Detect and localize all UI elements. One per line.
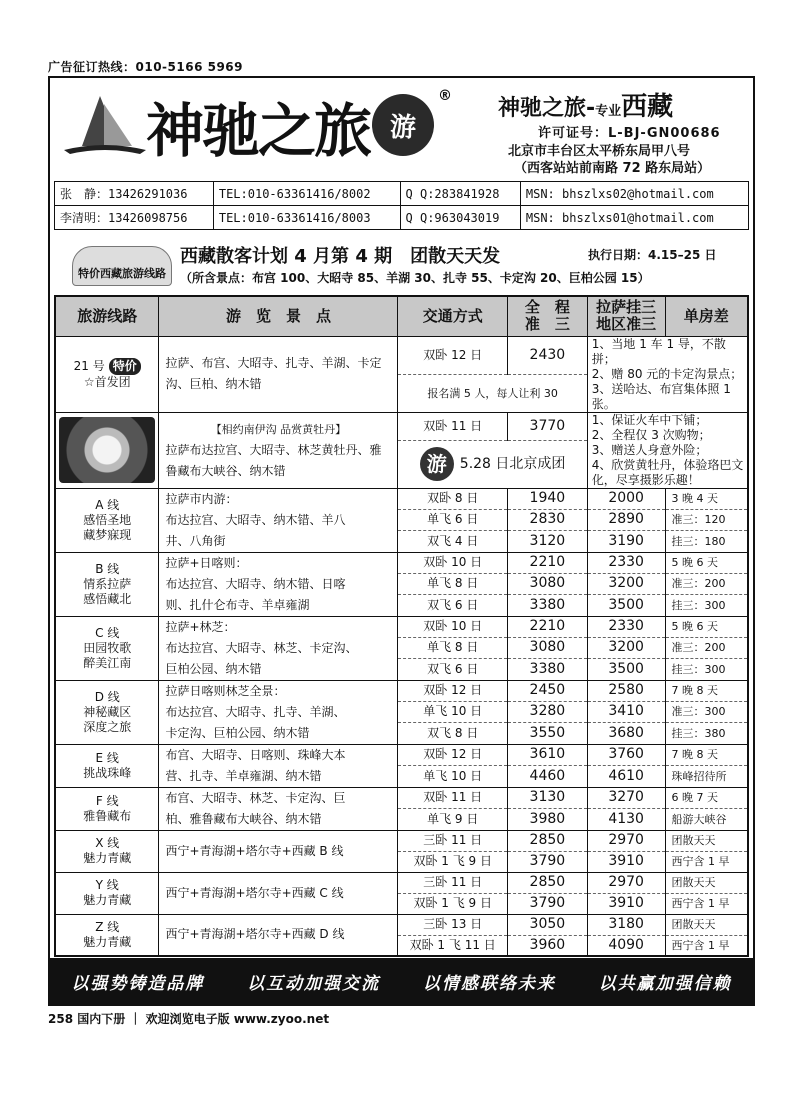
route-single-room: 3 晚 4 天: [665, 488, 748, 509]
route-name-line: X 线: [95, 836, 120, 850]
peony-photo-cell: [55, 412, 159, 488]
route-full-price: 3610: [507, 744, 587, 766]
slogan-item: 以强势铸造品牌: [71, 973, 205, 994]
table-header-row: [55, 296, 748, 336]
peony-departure: [398, 441, 587, 489]
special-route-row: [55, 336, 748, 374]
special-route-badge: 特价西藏旅游线路: [72, 246, 172, 286]
route-spots: [159, 872, 398, 914]
address: 北京市丰台区太平桥东局甲八号: [508, 144, 691, 159]
route-lhasa-price: 3910: [587, 851, 665, 872]
brand-tagline-xizang: 西藏: [621, 92, 674, 122]
route-transport: 双飞 4 日: [398, 531, 508, 552]
route-lhasa-price: 3910: [587, 893, 665, 914]
route-name-line: F 线: [95, 793, 119, 808]
brand-seal-icon: 游: [372, 94, 434, 156]
slogan-item: 以共赢加强信赖: [598, 973, 732, 994]
route-row: [55, 787, 748, 809]
brand-tagline-title: 神驰之旅-: [498, 96, 596, 121]
first-departure-label: ☆首发团: [83, 375, 131, 389]
route-full-price: 2210: [507, 552, 587, 573]
route-spots: [159, 488, 398, 552]
peony-route-transport: [398, 412, 508, 441]
note-line: 2、全程仅 3 次购物；: [591, 427, 711, 442]
route-single-room: 西宁含 1 早: [665, 893, 748, 914]
route-spots-line: 西宁+青海湖+塔尔寺+西藏 D 线: [165, 927, 345, 942]
route-lhasa-price: 3680: [587, 723, 665, 744]
note-line: 1、当地 1 车 1 导，不散拼；: [591, 336, 726, 366]
route-full-price: 1940: [507, 488, 587, 509]
route-name: [55, 680, 159, 744]
route-lhasa-price: 2890: [587, 509, 665, 530]
route-transport: 双卧 1 飞 11 日: [398, 935, 508, 956]
route-name-line: 醉美江南: [83, 655, 132, 670]
address-note: （西客站站前南路 72 路东局站）: [514, 161, 711, 176]
brand-name: 神驰之旅: [146, 97, 371, 165]
route-name-line: C 线: [95, 625, 120, 640]
route-full-price: 3380: [507, 595, 587, 616]
special-route-discount: 报名满 5 人，每人让利 30: [398, 374, 587, 412]
route-single-room: 挂三：300: [665, 659, 748, 680]
ad-hotline: 广告征订热线：010-5166 5969: [48, 60, 244, 74]
route-schedule-table: [54, 295, 749, 957]
license-number: 许可证号：L-BJ-GN00686: [538, 126, 721, 141]
route-full-price: 2210: [507, 616, 587, 637]
route-transport: 单飞 8 日: [398, 573, 508, 594]
route-name: [55, 914, 159, 956]
special-price-tag: 特价: [109, 358, 141, 375]
route-single-room: 珠峰招待所: [665, 766, 748, 788]
route-spots: [159, 744, 398, 787]
contact-tel: TEL:010-63361416/8002: [213, 182, 400, 206]
page-footer: 258 国内下册 ｜ 欢迎浏览电子版 www.zyoo.net: [48, 1012, 330, 1026]
route-name-line: 深度之旅: [83, 719, 132, 734]
route-transport: 三卧 13 日: [398, 914, 508, 935]
route-lhasa-price: 2330: [587, 552, 665, 573]
route-single-room: 准三：120: [665, 509, 748, 530]
route-spots: [159, 914, 398, 956]
route-single-room: 西宁含 1 早: [665, 935, 748, 956]
route-single-room: 团散天天: [665, 872, 748, 893]
route-lhasa-price: 2970: [587, 830, 665, 851]
route-lhasa-price: 3200: [587, 573, 665, 594]
route-transport: 双卧 1 飞 9 日: [398, 851, 508, 872]
peony-route-title: 【相约南伊沟 品赏黄牡丹】: [210, 422, 347, 436]
route-single-room: 5 晚 6 天: [665, 552, 748, 573]
route-spots-line: 卡定沟、巨柏公园、纳木错: [165, 725, 310, 740]
route-lhasa-price: 3190: [587, 531, 665, 552]
route-row: [55, 552, 748, 573]
route-spots: [159, 616, 398, 680]
header: [50, 78, 753, 178]
route-lhasa-price: 4610: [587, 766, 665, 788]
route-name-line: A 线: [95, 497, 120, 512]
route-full-price: 3130: [507, 787, 587, 809]
route-full-price: 2850: [507, 872, 587, 893]
special-route-transport: 双卧 12 日: [398, 336, 508, 374]
route-name-line: Z 线: [95, 919, 120, 934]
note-line: 3、赠送人身意外险；: [591, 442, 708, 457]
route-row: [55, 616, 748, 637]
header-single-room: 单房差: [665, 296, 748, 336]
route-transport: 双飞 6 日: [398, 659, 508, 680]
route-spots-line: 营、扎寺、羊卓雍湖、纳木错: [165, 768, 322, 783]
peony-departure-text: 5.28 日北京成团: [459, 456, 566, 473]
note-line: 4、欣赏黄牡丹，体验珞巴文化，尽享摄影乐趣！: [591, 457, 744, 487]
contact-name: 张 静：13426291036: [55, 182, 214, 206]
route-spots-line: 柏、雅鲁藏布大峡谷、纳木错: [165, 811, 322, 826]
route-lhasa-price: 3410: [587, 701, 665, 722]
route-full-price: 3980: [507, 809, 587, 831]
route-full-price: 3120: [507, 531, 587, 552]
route-full-price: 3380: [507, 659, 587, 680]
ad-frame: [48, 76, 755, 1006]
route-lhasa-price: 3270: [587, 787, 665, 809]
note-line: 1、保证火车中下铺；: [591, 412, 708, 427]
route-single-room: 团散天天: [665, 830, 748, 851]
route-transport: 双飞 6 日: [398, 595, 508, 616]
special-route-notes: [587, 336, 748, 412]
route-transport: 单飞 10 日: [398, 701, 508, 722]
route-name: [55, 552, 159, 616]
route-single-room: 准三：200: [665, 573, 748, 594]
route-single-room: 准三：300: [665, 701, 748, 722]
note-line: 2、赠 80 元的卡定沟景点；: [591, 366, 743, 381]
route-full-price: 2830: [507, 509, 587, 530]
route-lhasa-price: 4130: [587, 809, 665, 831]
plan-title: 西藏散客计划 4 月第 4 期 团散天天发: [180, 246, 501, 267]
route-name-line: Y 线: [95, 878, 119, 892]
header-transport: 交通方式: [398, 296, 508, 336]
route-name-line: B 线: [95, 561, 120, 576]
contact-qq: Q Q:963043019: [400, 206, 520, 230]
brand-tagline: [498, 86, 673, 123]
route-spots-line: 布达拉宫、大昭寺、纳木错、日喀: [165, 576, 346, 591]
route-name-line: 挑战珠峰: [83, 765, 132, 780]
slogan-bar: [50, 958, 753, 1004]
route-spots-line: 西宁+青海湖+塔尔寺+西藏 B 线: [165, 843, 344, 858]
route-lhasa-price: 2970: [587, 872, 665, 893]
route-name-line: 魅力青藏: [83, 934, 132, 949]
route-spots-line: 井、八角街: [165, 533, 226, 548]
header-route: 旅游线路: [55, 296, 159, 336]
contact-name: 李清明：13426098756: [55, 206, 214, 230]
route-name: [55, 488, 159, 552]
route-full-price: 2850: [507, 830, 587, 851]
route-name-line: 魅力青藏: [83, 851, 132, 865]
route-single-room: 准三：200: [665, 637, 748, 658]
route-full-price: 3050: [507, 914, 587, 935]
route-full-price: 3080: [507, 637, 587, 658]
route-name-line: 雅鲁藏布: [83, 808, 132, 823]
route-name: [55, 616, 159, 680]
route-lhasa-price: 3180: [587, 914, 665, 935]
route-name-line: E 线: [95, 750, 119, 765]
route-full-price: 3550: [507, 723, 587, 744]
peony-route-price: 3770: [507, 412, 587, 441]
route-transport: 单飞 10 日: [398, 766, 508, 788]
route-name: [55, 830, 159, 872]
route-spots-line: 拉萨日喀则林芝全景：: [165, 683, 286, 698]
route-name-line: 魅力青藏: [83, 893, 132, 907]
route-spots: [159, 787, 398, 830]
route-name: [55, 872, 159, 914]
route-single-room: 团散天天: [665, 914, 748, 935]
route-single-room: 挂三：300: [665, 595, 748, 616]
route-spots-line: 拉萨+林芝：: [165, 619, 236, 634]
route-transport: 三卧 11 日: [398, 830, 508, 851]
route-spots: [159, 830, 398, 872]
registered-mark: ®: [438, 88, 452, 104]
header-spots: 游 览 景 点: [159, 296, 398, 336]
route-spots-line: 布达拉宫、大昭寺、纳木错、羊八: [165, 512, 346, 527]
route-spots: [159, 680, 398, 744]
contact-msn: MSN: bhszlxs01@hotmail.com: [520, 206, 748, 230]
peony-transport-text: 双卧 11 日: [423, 418, 483, 433]
route-row: [55, 914, 748, 935]
route-transport: 三卧 11 日: [398, 872, 508, 893]
route-spots-line: 拉萨+日喀则：: [165, 555, 248, 570]
route-single-room: 挂三：380: [665, 723, 748, 744]
route-row: [55, 872, 748, 893]
you-seal-icon: 游: [420, 447, 454, 481]
route-transport: 双卧 1 飞 9 日: [398, 893, 508, 914]
plan-banner: [50, 236, 753, 294]
route-spots-line: 则、扎什仑布寺、羊卓雍湖: [165, 597, 310, 612]
route-transport: 双卧 8 日: [398, 488, 508, 509]
route-single-room: 7 晚 8 天: [665, 680, 748, 701]
contact-row: [55, 182, 749, 206]
special-route-spots: 拉萨、布宫、大昭寺、扎寺、羊湖、卡定沟、巨柏、纳木错: [159, 336, 398, 412]
route-lhasa-price: 3500: [587, 659, 665, 680]
route-name-line: 情系拉萨: [83, 576, 132, 591]
route-row: [55, 830, 748, 851]
route-lhasa-price: 3200: [587, 637, 665, 658]
special-route-price: 2430: [507, 336, 587, 374]
route-single-room: 6 晚 7 天: [665, 787, 748, 809]
route-full-price: 2450: [507, 680, 587, 701]
header-full-price: 全 程 准 三: [507, 296, 587, 336]
brand-tagline-pro: 专业: [595, 104, 622, 119]
route-full-price: 3790: [507, 893, 587, 914]
peony-flower-icon: [59, 417, 155, 483]
contact-tel: TEL:010-63361416/8003: [213, 206, 400, 230]
peony-route-notes: [587, 412, 748, 488]
peony-route-spots: [159, 412, 398, 488]
route-spots-line: 拉萨市内游：: [165, 491, 238, 506]
route-name-line: 藏梦寐现: [83, 527, 132, 542]
contact-row: [55, 206, 749, 230]
route-spots-line: 布宫、大昭寺、林芝、卡定沟、巨: [165, 790, 346, 805]
route-name: [55, 744, 159, 787]
route-single-room: 5 晚 6 天: [665, 616, 748, 637]
route-full-price: 3280: [507, 701, 587, 722]
route-transport: 双卧 11 日: [398, 787, 508, 809]
route-name: [55, 787, 159, 830]
route-full-price: 3080: [507, 573, 587, 594]
route-row: [55, 744, 748, 766]
route-row: [55, 488, 748, 509]
header-lhasa-price: 拉萨挂三 地区准三: [587, 296, 665, 336]
route-name-line: 感悟圣地: [83, 512, 132, 527]
route-transport: 双飞 8 日: [398, 723, 508, 744]
route-name-line: 感悟藏北: [83, 591, 132, 606]
peony-route-row: [55, 412, 748, 441]
included-spots: （所含景点：布宫 100、大昭寺 85、羊湖 30、扎寺 55、卡定沟 20、巨柏公园 15）: [180, 271, 650, 285]
route-spots-line: 布达拉宫、大昭寺、扎寺、羊湖、: [165, 704, 346, 719]
route-number: 21 号: [73, 359, 105, 373]
route-row: [55, 680, 748, 701]
route-name-line: D 线: [94, 689, 120, 704]
route-transport: 双卧 10 日: [398, 616, 508, 637]
route-lhasa-price: 2000: [587, 488, 665, 509]
slogan-item: 以情感联络未来: [422, 973, 556, 994]
route-name-line: 神秘藏区: [83, 704, 132, 719]
route-transport: 单飞 6 日: [398, 509, 508, 530]
route-full-price: 4460: [507, 766, 587, 788]
route-full-price: 3960: [507, 935, 587, 956]
peony-route-desc: 拉萨布达拉宫、大昭寺、林芝黄牡丹、雅鲁藏布大峡谷、纳木错: [165, 442, 382, 478]
route-full-price: 3790: [507, 851, 587, 872]
contact-msn: MSN: bhszlxs02@hotmail.com: [520, 182, 748, 206]
route-single-room: 西宁含 1 早: [665, 851, 748, 872]
contact-qq: Q Q:283841928: [400, 182, 520, 206]
route-transport: 双卧 12 日: [398, 744, 508, 766]
route-spots-line: 西宁+青海湖+塔尔寺+西藏 C 线: [165, 885, 344, 900]
route-single-room: 7 晚 8 天: [665, 744, 748, 766]
route-transport: 单飞 9 日: [398, 809, 508, 831]
route-single-room: 船游大峡谷: [665, 809, 748, 831]
slogan-item: 以互动加强交流: [247, 973, 381, 994]
route-single-room: 挂三：180: [665, 531, 748, 552]
route-lhasa-price: 3760: [587, 744, 665, 766]
route-spots-line: 布宫、大昭寺、日喀则、珠峰大本: [165, 747, 346, 762]
route-lhasa-price: 3500: [587, 595, 665, 616]
sail-logo-icon: [60, 92, 150, 158]
contacts-table: [54, 181, 749, 230]
note-line: 3、送哈达、布宫集体照 1 张。: [591, 381, 731, 411]
route-spots-line: 布达拉宫、大昭寺、林芝、卡定沟、: [165, 640, 358, 655]
special-route-name: [55, 336, 159, 412]
route-transport: 双卧 12 日: [398, 680, 508, 701]
execution-date: 执行日期：4.15–25 日: [588, 248, 717, 262]
route-lhasa-price: 2580: [587, 680, 665, 701]
route-name-line: 田园牧歌: [83, 640, 132, 655]
route-lhasa-price: 2330: [587, 616, 665, 637]
route-spots-line: 巨柏公园、纳木错: [165, 661, 262, 676]
route-lhasa-price: 4090: [587, 935, 665, 956]
route-transport: 单飞 8 日: [398, 637, 508, 658]
route-spots: [159, 552, 398, 616]
route-transport: 双卧 10 日: [398, 552, 508, 573]
